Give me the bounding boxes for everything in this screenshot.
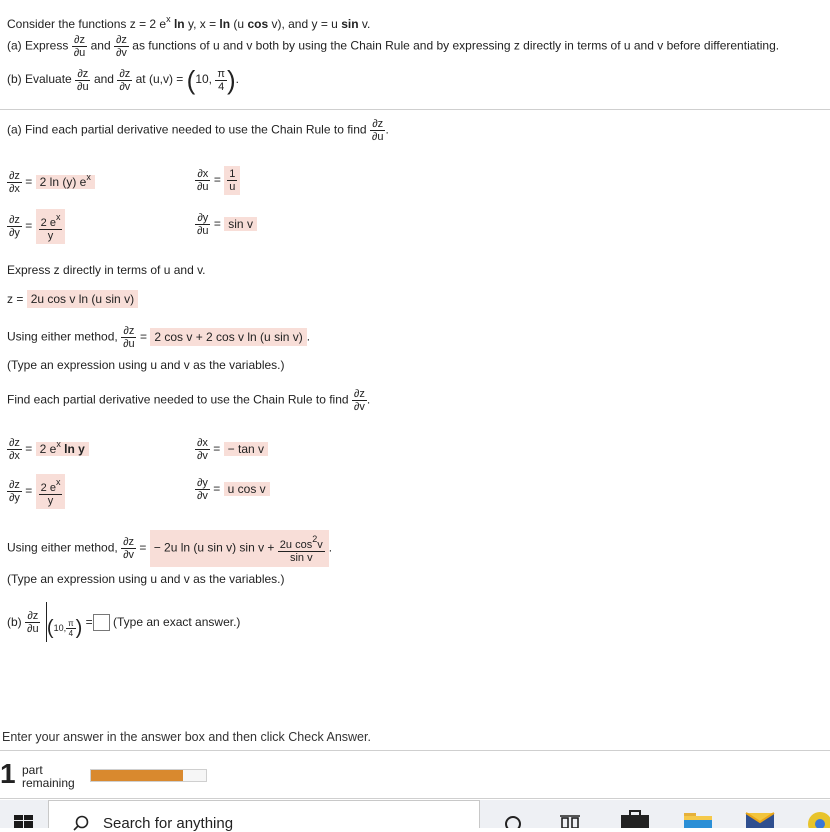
hint-u: (Type an expression using u and v as the variables.) [7, 358, 285, 372]
dz-du-fraction: $\frac{\partial z}{\partial u}$ [73, 34, 86, 59]
dzdx-v-row: $\frac{\partial z}{\partial x}$ = 2 $e^x$ ln y [7, 437, 89, 462]
problem-intro: Consider the functions z = 2 $e^x$ ln y, x = ln (u cos v), and y = u sin v. [7, 14, 371, 31]
dzdy-answer: $\frac{2 e^x}{y}$ [36, 209, 66, 244]
dydu-row: $\frac{\partial y}{\partial u}$ = sin v [195, 212, 257, 237]
chrome-icon[interactable] [806, 810, 830, 828]
dxdu-answer: $\frac{1}{u}$ [224, 166, 240, 195]
dzdy-row: $\frac{\partial z}{\partial y}$ = $\frac{2 e^x}{y}$ [7, 209, 65, 244]
dzdu-answer: 2 cos v + 2 cos v ln (u sin v) [150, 328, 306, 346]
direct-prompt: Express z directly in terms of u and v. [7, 263, 206, 277]
answer-input[interactable] [93, 614, 110, 631]
search-taskbar-icon[interactable] [502, 814, 524, 828]
part-b-eval-row: (b) $\frac{\partial z}{\partial u}$ (10, $\frac{\pi}{4}$ ) = (Type an exact answer.) [7, 602, 240, 642]
mail-icon[interactable] [745, 810, 775, 828]
dzdy-v-answer: $\frac{2 e^x}{y}$ [36, 474, 66, 509]
divider [0, 750, 830, 751]
search-placeholder: Search for anything [103, 815, 234, 832]
windows-start-icon[interactable] [14, 815, 34, 828]
dxdu-row: $\frac{\partial x}{\partial u}$ = $\frac{1}{u}$ [195, 166, 240, 195]
parts-label-2: remaining [22, 776, 75, 790]
part-b-statement: (b) Evaluate $\frac{\partial z}{\partial u}$ and $\frac{\partial z}{\partial v}$ at (u,v) = (10, $\frac{\pi}{4}$ ). [7, 65, 239, 95]
dzdu-either-row: Using either method, $\frac{\partial z}{\partial u}$ = 2 cos v + 2 cos v ln (u sin v) . [7, 325, 311, 350]
dzdv-answer: − 2u ln (u sin v) sin v + $\frac{2u \cos^2v}{\text{sin v}}$ [150, 530, 329, 567]
chain-v-prompt: Find each partial derivative needed to use the Chain Rule to find $\frac{\partial z}{\partial v}$ . [7, 388, 371, 413]
progress-bar [90, 769, 207, 782]
dzdx-row: $\frac{\partial z}{\partial x}$ = 2 ln (y) $e^x$ [7, 170, 95, 195]
z-direct-row: z = 2u cos v ln (u sin v) [7, 292, 138, 306]
taskbar-search-box[interactable] [48, 800, 480, 832]
dz-dv-fraction: $\frac{\partial z}{\partial v}$ [115, 34, 127, 59]
dydv-row: $\frac{\partial y}{\partial v}$ = u cos v [195, 477, 270, 502]
dzdx-v-answer: 2 $e^x$ ln y [36, 442, 89, 456]
dzdv-either-row: Using either method, $\frac{\partial z}{\partial v}$ = − 2u ln (u sin v) sin v + $\frac{2u \cos^2v}{\text{sin v}}$ . [7, 530, 332, 567]
dydv-answer: u cos v [224, 482, 270, 496]
progress-fill [91, 770, 183, 781]
chain-u-prompt: (a) Find each partial derivative needed to use the Chain Rule to find $\frac{\partial z}{\partial u}$ . [7, 118, 389, 143]
z-direct-answer: 2u cos v ln (u sin v) [27, 290, 138, 308]
briefcase-icon[interactable] [620, 810, 650, 828]
divider [0, 109, 830, 110]
parts-label-1: part [22, 763, 43, 777]
task-view-icon[interactable] [560, 814, 582, 828]
divider [0, 798, 830, 799]
dzdy-v-row: $\frac{\partial z}{\partial y}$ = $\frac{2 e^x}{y}$ [7, 474, 65, 509]
hint-v: (Type an expression using u and v as the variables.) [7, 572, 285, 586]
pi-over-4: $\frac{\pi}{4}$ [217, 67, 225, 93]
parts-count: 1 [0, 758, 16, 789]
dxdv-answer: − tan v [224, 442, 268, 456]
search-icon [73, 815, 89, 831]
dxdv-row: $\frac{\partial x}{\partial v}$ = − tan v [195, 437, 268, 462]
dzdx-answer: 2 ln (y) $e^x$ [36, 175, 95, 189]
footer-instruction: Enter your answer in the answer box and then click Check Answer. [2, 730, 371, 744]
part-a-statement: (a) Express $\frac{\partial z}{\partial u}$ and $\frac{\partial z}{\partial v}$ as functions of u and v both by using the Chain Rule and by expressing z directly in terms of u and v before differentiating. [7, 34, 780, 59]
folder-icon[interactable] [683, 811, 713, 828]
dydu-answer: sin v [224, 217, 257, 231]
